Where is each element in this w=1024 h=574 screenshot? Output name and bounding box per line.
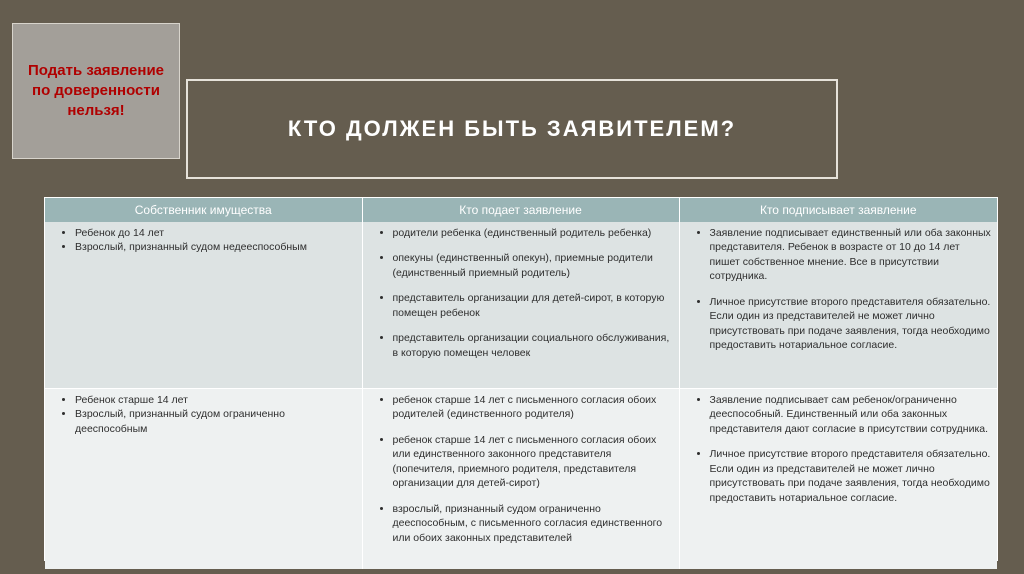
list-item: • Ребенок до 14 лет [75,226,356,240]
owner-list [51,226,356,255]
list-item: • представитель организации социального обслуживания, в которую помещен человек [393,331,673,360]
cell-submits [362,389,679,570]
applicant-table [44,197,998,561]
title-frame [186,79,838,179]
list-item: • Ребенок старше 14 лет [75,393,356,407]
header-signs: Кто подписывает заявление [679,198,997,222]
cell-owner [45,389,362,570]
signs-list [686,393,992,505]
cell-signs [679,389,997,570]
list-item: • взрослый, признанный судом ограниченно дееспособным, с письменного согласия единственного или обоих законных представителей [393,502,673,545]
list-item: • Взрослый, признанный судом недееспособным [75,240,356,254]
list-item: • Взрослый, признанный судом ограниченно дееспособным [75,407,356,436]
list-item: • ребенок старше 14 лет с письменного согласия обоих родителей (единственного родителя) [393,393,673,422]
table-row [45,389,997,570]
list-item: • Заявление подписывает единственный или оба законных представителя. Ребенок в возрасте от 10 до 14 лет пишет собственное мнение. Все в присутствии сотрудника. [710,226,992,284]
warning-note [12,23,180,159]
list-item: • Личное присутствие второго представителя обязательно. Если один из представителей не может лично присутствовать при подаче заявления, тогда необходимо предоставить нотариальное согласие. [710,295,992,353]
signs-list [686,226,992,353]
list-item: • ребенок старше 14 лет с письменного согласия обоих или единственного законного представителя (попечителя, приемного родителя, представителя организации для детей-сирот) [393,433,673,491]
submits-list [369,226,673,360]
cell-signs [679,222,997,389]
list-item: • Личное присутствие второго представителя обязательно. Если один из представителей не может лично присутствовать при подаче заявления, тогда необходимо предоставить нотариальное согласие. [710,447,992,505]
owner-list [51,393,356,436]
warning-note-text: Подать заявление по доверенности нельзя! [27,61,165,120]
page-title: КТО ДОЛЖЕН БЫТЬ ЗАЯВИТЕЛЕМ? [287,116,737,141]
header-owner: Собственник имущества [45,198,362,222]
list-item: • родители ребенка (единственный родитель ребенка) [393,226,673,240]
submits-list [369,393,673,545]
list-item: • представитель организации для детей-сирот, в которую помещен ребенок [393,291,673,320]
table-header-row [45,198,997,222]
cell-owner [45,222,362,389]
list-item: • опекуны (единственный опекун), приемные родители (единственный приемный родитель) [393,251,673,280]
cell-submits [362,222,679,389]
header-submits: Кто подает заявление [362,198,679,222]
table-row [45,222,997,389]
applicant-table-grid [45,198,997,569]
list-item: • Заявление подписывает сам ребенок/ограниченно дееспособный. Единственный или оба законных представителя дают согласие в присутствии сотрудника. [710,393,992,436]
